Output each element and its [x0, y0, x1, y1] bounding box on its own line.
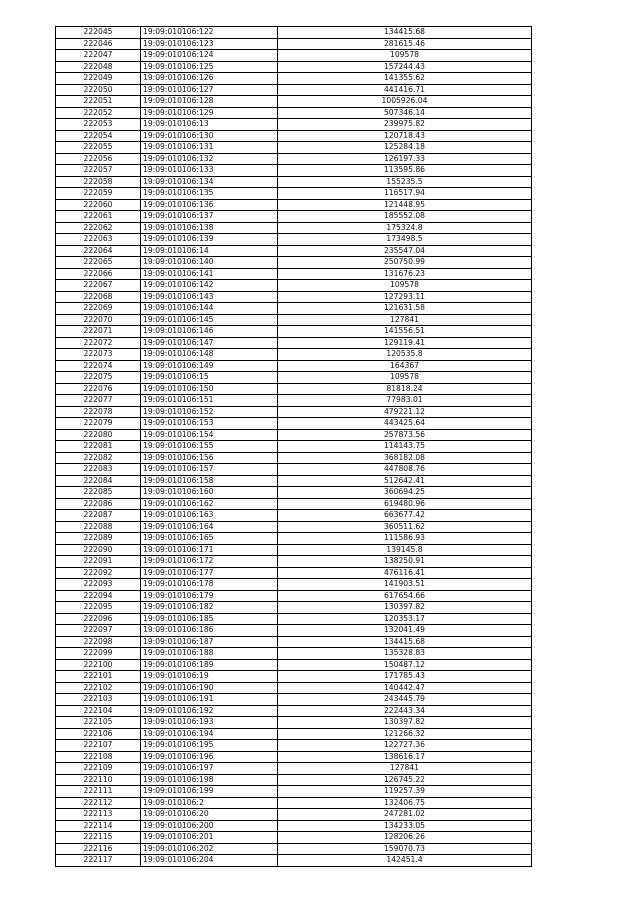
cadastral-number-cell: 19:09:010106:195 — [141, 740, 278, 752]
row-number-cell: 222113 — [56, 809, 141, 821]
table-row — [56, 165, 532, 177]
cadastral-number-cell: 19:09:010106:122 — [141, 27, 278, 39]
cadastral-number-cell: 19:09:010106:147 — [141, 337, 278, 349]
row-number-cell: 222095 — [56, 602, 141, 614]
value-cell: 447808.76 — [278, 464, 532, 476]
value-cell: 120718.43 — [278, 130, 532, 142]
table-row — [56, 38, 532, 50]
table-row — [56, 855, 532, 867]
value-cell: 134415.68 — [278, 27, 532, 39]
cadastral-number-cell: 19:09:010106:193 — [141, 717, 278, 729]
table-row — [56, 487, 532, 499]
cadastral-number-cell: 19:09:010106:201 — [141, 832, 278, 844]
cadastral-number-cell: 19:09:010106:143 — [141, 291, 278, 303]
value-cell: 131676.23 — [278, 268, 532, 280]
row-number-cell: 222111 — [56, 786, 141, 798]
row-number-cell: 222069 — [56, 303, 141, 315]
table-row — [56, 441, 532, 453]
value-cell: 222443.34 — [278, 705, 532, 717]
value-cell: 507346.14 — [278, 107, 532, 119]
table-row — [56, 245, 532, 257]
cadastral-number-cell: 19:09:010106:126 — [141, 73, 278, 85]
table-row — [56, 107, 532, 119]
cadastral-number-cell: 19:09:010106:146 — [141, 326, 278, 338]
row-number-cell: 222089 — [56, 533, 141, 545]
value-cell: 127841 — [278, 314, 532, 326]
cadastral-number-cell: 19:09:010106:134 — [141, 176, 278, 188]
row-number-cell: 222057 — [56, 165, 141, 177]
value-cell: 185552.08 — [278, 211, 532, 223]
row-number-cell: 222083 — [56, 464, 141, 476]
cadastral-number-cell: 19:09:010106:130 — [141, 130, 278, 142]
value-cell: 134233.05 — [278, 820, 532, 832]
row-number-cell: 222079 — [56, 418, 141, 430]
table-row — [56, 268, 532, 280]
row-number-cell: 222068 — [56, 291, 141, 303]
cadastral-number-cell: 19:09:010106:163 — [141, 510, 278, 522]
value-cell: 130397.82 — [278, 602, 532, 614]
table-row — [56, 142, 532, 154]
row-number-cell: 222100 — [56, 659, 141, 671]
table-row — [56, 797, 532, 809]
value-cell: 239975.82 — [278, 119, 532, 131]
value-cell: 619480.96 — [278, 498, 532, 510]
table-row — [56, 406, 532, 418]
table-row — [56, 694, 532, 706]
value-cell: 139145.8 — [278, 544, 532, 556]
table-row — [56, 176, 532, 188]
row-number-cell: 222107 — [56, 740, 141, 752]
row-number-cell: 222045 — [56, 27, 141, 39]
table-row — [56, 119, 532, 131]
value-cell: 243445.79 — [278, 694, 532, 706]
cadastral-number-cell: 19:09:010106:200 — [141, 820, 278, 832]
cadastral-number-cell: 19:09:010106:136 — [141, 199, 278, 211]
value-cell: 360511.62 — [278, 521, 532, 533]
row-number-cell: 222104 — [56, 705, 141, 717]
table-row — [56, 648, 532, 660]
row-number-cell: 222072 — [56, 337, 141, 349]
table-row — [56, 521, 532, 533]
cadastral-number-cell: 19:09:010106:123 — [141, 38, 278, 50]
value-cell: 235547.04 — [278, 245, 532, 257]
row-number-cell: 222114 — [56, 820, 141, 832]
row-number-cell: 222063 — [56, 234, 141, 246]
value-cell: 121448.95 — [278, 199, 532, 211]
row-number-cell: 222117 — [56, 855, 141, 867]
cadastral-number-cell: 19:09:010106:197 — [141, 763, 278, 775]
table-row — [56, 774, 532, 786]
cadastral-number-cell: 19:09:010106:156 — [141, 452, 278, 464]
value-cell: 140442.47 — [278, 682, 532, 694]
table-row — [56, 337, 532, 349]
cadastral-number-cell: 19:09:010106:187 — [141, 636, 278, 648]
row-number-cell: 222077 — [56, 395, 141, 407]
row-number-cell: 222065 — [56, 257, 141, 269]
value-cell: 121631.58 — [278, 303, 532, 315]
table-row — [56, 659, 532, 671]
cadastral-number-cell: 19:09:010106:178 — [141, 579, 278, 591]
cadastral-number-cell: 19:09:010106:164 — [141, 521, 278, 533]
row-number-cell: 222047 — [56, 50, 141, 62]
table-row — [56, 130, 532, 142]
table-row — [56, 257, 532, 269]
table-row — [56, 843, 532, 855]
table-row — [56, 533, 532, 545]
cadastral-number-cell: 19:09:010106:177 — [141, 567, 278, 579]
table-row — [56, 464, 532, 476]
cadastral-number-cell: 19:09:010106:185 — [141, 613, 278, 625]
table-row — [56, 153, 532, 165]
row-number-cell: 222087 — [56, 510, 141, 522]
value-cell: 134415.68 — [278, 636, 532, 648]
table-row — [56, 579, 532, 591]
table-row — [56, 211, 532, 223]
value-cell: 111586.93 — [278, 533, 532, 545]
table-row — [56, 73, 532, 85]
cadastral-number-cell: 19:09:010106:13 — [141, 119, 278, 131]
value-cell: 120353.17 — [278, 613, 532, 625]
value-cell: 141556.51 — [278, 326, 532, 338]
row-number-cell: 222085 — [56, 487, 141, 499]
cadastral-number-cell: 19:09:010106:138 — [141, 222, 278, 234]
table-row — [56, 61, 532, 73]
row-number-cell: 222070 — [56, 314, 141, 326]
row-number-cell: 222092 — [56, 567, 141, 579]
cadastral-number-cell: 19:09:010106:150 — [141, 383, 278, 395]
value-cell: 173498.5 — [278, 234, 532, 246]
table-row — [56, 705, 532, 717]
table-row — [56, 820, 532, 832]
cadastral-number-cell: 19:09:010106:165 — [141, 533, 278, 545]
row-number-cell: 222056 — [56, 153, 141, 165]
cadastral-number-cell: 19:09:010106:2 — [141, 797, 278, 809]
row-number-cell: 222099 — [56, 648, 141, 660]
cadastral-number-cell: 19:09:010106:157 — [141, 464, 278, 476]
table-body — [56, 27, 532, 867]
table-row — [56, 234, 532, 246]
value-cell: 109578 — [278, 50, 532, 62]
row-number-cell: 222064 — [56, 245, 141, 257]
row-number-cell: 222059 — [56, 188, 141, 200]
value-cell: 512642.41 — [278, 475, 532, 487]
row-number-cell: 222062 — [56, 222, 141, 234]
value-cell: 125284.18 — [278, 142, 532, 154]
row-number-cell: 222098 — [56, 636, 141, 648]
row-number-cell: 222052 — [56, 107, 141, 119]
row-number-cell: 222081 — [56, 441, 141, 453]
value-cell: 476116.41 — [278, 567, 532, 579]
table-row — [56, 27, 532, 39]
row-number-cell: 222080 — [56, 429, 141, 441]
row-number-cell: 222103 — [56, 694, 141, 706]
value-cell: 127293.11 — [278, 291, 532, 303]
value-cell: 120535.8 — [278, 349, 532, 361]
value-cell: 368182.08 — [278, 452, 532, 464]
cadastral-number-cell: 19:09:010106:129 — [141, 107, 278, 119]
table-row — [56, 809, 532, 821]
value-cell: 164367 — [278, 360, 532, 372]
row-number-cell: 222049 — [56, 73, 141, 85]
value-cell: 141355.62 — [278, 73, 532, 85]
cadastral-number-cell: 19:09:010106:132 — [141, 153, 278, 165]
table-row — [56, 717, 532, 729]
value-cell: 1005926.04 — [278, 96, 532, 108]
cadastral-number-cell: 19:09:010106:133 — [141, 165, 278, 177]
value-cell: 129119.41 — [278, 337, 532, 349]
row-number-cell: 222110 — [56, 774, 141, 786]
value-cell: 247281.02 — [278, 809, 532, 821]
row-number-cell: 222106 — [56, 728, 141, 740]
row-number-cell: 222086 — [56, 498, 141, 510]
row-number-cell: 222090 — [56, 544, 141, 556]
table-row — [56, 429, 532, 441]
value-cell: 257873.56 — [278, 429, 532, 441]
table-row — [56, 567, 532, 579]
cadastral-number-cell: 19:09:010106:162 — [141, 498, 278, 510]
cadastral-number-cell: 19:09:010106:139 — [141, 234, 278, 246]
table-row — [56, 349, 532, 361]
row-number-cell: 222105 — [56, 717, 141, 729]
table-row — [56, 372, 532, 384]
table-row — [56, 510, 532, 522]
table-row — [56, 395, 532, 407]
cadastral-number-cell: 19:09:010106:127 — [141, 84, 278, 96]
value-cell: 138616.17 — [278, 751, 532, 763]
value-cell: 119257.39 — [278, 786, 532, 798]
cadastral-number-cell: 19:09:010106:160 — [141, 487, 278, 499]
row-number-cell: 222115 — [56, 832, 141, 844]
value-cell: 441416.71 — [278, 84, 532, 96]
cadastral-number-cell: 19:09:010106:198 — [141, 774, 278, 786]
row-number-cell: 222076 — [56, 383, 141, 395]
cadastral-number-cell: 19:09:010106:151 — [141, 395, 278, 407]
table-row — [56, 832, 532, 844]
cadastral-number-cell: 19:09:010106:188 — [141, 648, 278, 660]
row-number-cell: 222078 — [56, 406, 141, 418]
table-row — [56, 740, 532, 752]
table-row — [56, 671, 532, 683]
cadastral-number-cell: 19:09:010106:20 — [141, 809, 278, 821]
table-row — [56, 303, 532, 315]
value-cell: 132406.75 — [278, 797, 532, 809]
cadastral-number-cell: 19:09:010106:145 — [141, 314, 278, 326]
row-number-cell: 222071 — [56, 326, 141, 338]
value-cell: 114143.75 — [278, 441, 532, 453]
table-row — [56, 625, 532, 637]
table-row — [56, 682, 532, 694]
row-number-cell: 222066 — [56, 268, 141, 280]
value-cell: 155235.5 — [278, 176, 532, 188]
cadastral-number-cell: 19:09:010106:191 — [141, 694, 278, 706]
cadastral-number-cell: 19:09:010106:144 — [141, 303, 278, 315]
cadastral-number-cell: 19:09:010106:15 — [141, 372, 278, 384]
table-row — [56, 84, 532, 96]
cadastral-number-cell: 19:09:010106:171 — [141, 544, 278, 556]
cadastral-number-cell: 19:09:010106:142 — [141, 280, 278, 292]
cadastral-number-cell: 19:09:010106:154 — [141, 429, 278, 441]
table-row — [56, 590, 532, 602]
value-cell: 81818.24 — [278, 383, 532, 395]
row-number-cell: 222108 — [56, 751, 141, 763]
value-cell: 159070.73 — [278, 843, 532, 855]
cadastral-number-cell: 19:09:010106:125 — [141, 61, 278, 73]
row-number-cell: 222048 — [56, 61, 141, 73]
cadastral-number-cell: 19:09:010106:204 — [141, 855, 278, 867]
table-row — [56, 544, 532, 556]
row-number-cell: 222094 — [56, 590, 141, 602]
table-row — [56, 291, 532, 303]
table-row — [56, 751, 532, 763]
table-row — [56, 280, 532, 292]
cadastral-number-cell: 19:09:010106:149 — [141, 360, 278, 372]
cadastral-number-cell: 19:09:010106:179 — [141, 590, 278, 602]
row-number-cell: 222053 — [56, 119, 141, 131]
row-number-cell: 222061 — [56, 211, 141, 223]
cadastral-number-cell: 19:09:010106:131 — [141, 142, 278, 154]
value-cell: 122727.36 — [278, 740, 532, 752]
value-cell: 130397.82 — [278, 717, 532, 729]
value-cell: 360694.25 — [278, 487, 532, 499]
row-number-cell: 222082 — [56, 452, 141, 464]
row-number-cell: 222054 — [56, 130, 141, 142]
cadastral-number-cell: 19:09:010106:196 — [141, 751, 278, 763]
table-row — [56, 360, 532, 372]
row-number-cell: 222055 — [56, 142, 141, 154]
cadastral-number-cell: 19:09:010106:19 — [141, 671, 278, 683]
value-cell: 663677.42 — [278, 510, 532, 522]
table-row — [56, 452, 532, 464]
value-cell: 128206.26 — [278, 832, 532, 844]
table-row — [56, 556, 532, 568]
cadastral-number-cell: 19:09:010106:124 — [141, 50, 278, 62]
table-row — [56, 222, 532, 234]
row-number-cell: 222074 — [56, 360, 141, 372]
table-row — [56, 50, 532, 62]
value-cell: 116517.94 — [278, 188, 532, 200]
table-row — [56, 326, 532, 338]
table-row — [56, 96, 532, 108]
row-number-cell: 222091 — [56, 556, 141, 568]
value-cell: 109578 — [278, 280, 532, 292]
table-row — [56, 602, 532, 614]
row-number-cell: 222073 — [56, 349, 141, 361]
value-cell: 141903.51 — [278, 579, 532, 591]
row-number-cell: 222084 — [56, 475, 141, 487]
value-cell: 126197.33 — [278, 153, 532, 165]
cadastral-number-cell: 19:09:010106:148 — [141, 349, 278, 361]
table-row — [56, 498, 532, 510]
table-row — [56, 418, 532, 430]
row-number-cell: 222058 — [56, 176, 141, 188]
cadastral-number-cell: 19:09:010106:199 — [141, 786, 278, 798]
table-row — [56, 188, 532, 200]
value-cell: 150487.12 — [278, 659, 532, 671]
row-number-cell: 222096 — [56, 613, 141, 625]
row-number-cell: 222051 — [56, 96, 141, 108]
cadastral-number-cell: 19:09:010106:137 — [141, 211, 278, 223]
table-row — [56, 199, 532, 211]
table-row — [56, 383, 532, 395]
row-number-cell: 222109 — [56, 763, 141, 775]
cadastral-number-cell: 19:09:010106:202 — [141, 843, 278, 855]
cadastral-number-cell: 19:09:010106:140 — [141, 257, 278, 269]
row-number-cell: 222046 — [56, 38, 141, 50]
value-cell: 126745.22 — [278, 774, 532, 786]
value-cell: 142451.4 — [278, 855, 532, 867]
value-cell: 479221.12 — [278, 406, 532, 418]
row-number-cell: 222067 — [56, 280, 141, 292]
row-number-cell: 222102 — [56, 682, 141, 694]
value-cell: 127841 — [278, 763, 532, 775]
value-cell: 132041.49 — [278, 625, 532, 637]
cadastral-number-cell: 19:09:010106:192 — [141, 705, 278, 717]
value-cell: 135328.83 — [278, 648, 532, 660]
row-number-cell: 222093 — [56, 579, 141, 591]
cadastral-number-cell: 19:09:010106:153 — [141, 418, 278, 430]
value-cell: 171785.43 — [278, 671, 532, 683]
table-row — [56, 475, 532, 487]
data-table — [55, 26, 532, 867]
value-cell: 113595.86 — [278, 165, 532, 177]
row-number-cell: 222050 — [56, 84, 141, 96]
row-number-cell: 222088 — [56, 521, 141, 533]
cadastral-number-cell: 19:09:010106:152 — [141, 406, 278, 418]
value-cell: 138250.91 — [278, 556, 532, 568]
row-number-cell: 222112 — [56, 797, 141, 809]
table-row — [56, 763, 532, 775]
row-number-cell: 222101 — [56, 671, 141, 683]
cadastral-number-cell: 19:09:010106:189 — [141, 659, 278, 671]
cadastral-number-cell: 19:09:010106:14 — [141, 245, 278, 257]
value-cell: 109578 — [278, 372, 532, 384]
cadastral-number-cell: 19:09:010106:182 — [141, 602, 278, 614]
value-cell: 121266.32 — [278, 728, 532, 740]
cadastral-number-cell: 19:09:010106:194 — [141, 728, 278, 740]
value-cell: 443425.64 — [278, 418, 532, 430]
cadastral-number-cell: 19:09:010106:141 — [141, 268, 278, 280]
table-row — [56, 314, 532, 326]
cadastral-number-cell: 19:09:010106:158 — [141, 475, 278, 487]
value-cell: 617654.66 — [278, 590, 532, 602]
cadastral-number-cell: 19:09:010106:155 — [141, 441, 278, 453]
row-number-cell: 222060 — [56, 199, 141, 211]
row-number-cell: 222097 — [56, 625, 141, 637]
value-cell: 157244.43 — [278, 61, 532, 73]
cadastral-number-cell: 19:09:010106:128 — [141, 96, 278, 108]
table-row — [56, 636, 532, 648]
cadastral-number-cell: 19:09:010106:186 — [141, 625, 278, 637]
value-cell: 250750.99 — [278, 257, 532, 269]
cadastral-number-cell: 19:09:010106:190 — [141, 682, 278, 694]
table-row — [56, 613, 532, 625]
table-row — [56, 786, 532, 798]
row-number-cell: 222075 — [56, 372, 141, 384]
table-row — [56, 728, 532, 740]
row-number-cell: 222116 — [56, 843, 141, 855]
value-cell: 281615.46 — [278, 38, 532, 50]
cadastral-number-cell: 19:09:010106:135 — [141, 188, 278, 200]
value-cell: 175324.8 — [278, 222, 532, 234]
cadastral-number-cell: 19:09:010106:172 — [141, 556, 278, 568]
value-cell: 77983.01 — [278, 395, 532, 407]
